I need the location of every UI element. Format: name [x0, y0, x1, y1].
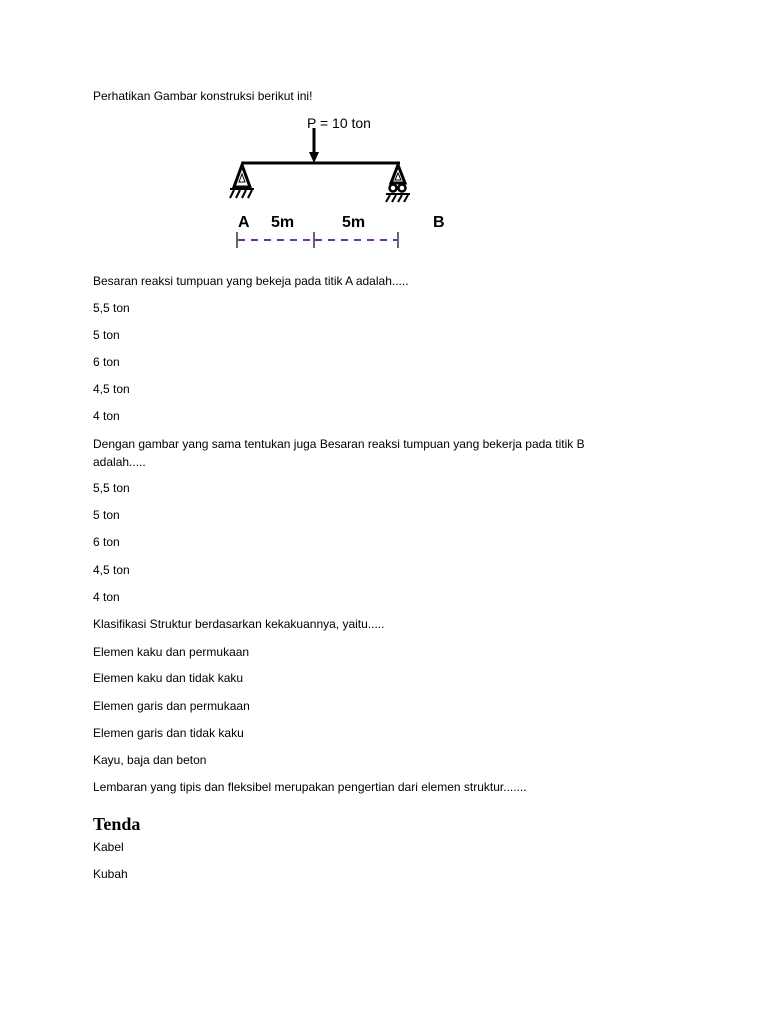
support-b-label: B	[433, 214, 445, 231]
beam-diagram	[220, 108, 460, 253]
question-2: Dengan gambar yang sama tentukan juga Besaran reaksi tumpuan yang bekerja pada titik B adalah.....	[93, 437, 585, 469]
q1-option-1[interactable]: 5,5 ton	[93, 301, 130, 315]
q3-option-2[interactable]: Elemen kaku dan tidak kaku	[93, 671, 244, 685]
q1-option-2[interactable]: 5 ton	[93, 328, 120, 342]
question-4: Lembaran yang tipis dan fleksibel merupakan pengertian dari elemen struktur.......	[93, 780, 527, 794]
q3-option-3[interactable]: Elemen garis dan permukaan	[93, 699, 250, 713]
q4-option-1[interactable]: Tenda	[93, 814, 141, 834]
q3-option-5[interactable]: Kayu, baja dan beton	[93, 753, 207, 767]
q1-option-3[interactable]: 6 ton	[93, 355, 120, 369]
q2-option-1[interactable]: 5,5 ton	[93, 481, 130, 495]
support-b-roller	[386, 165, 410, 202]
question-1: Besaran reaksi tumpuan yang bekeja pada titik A adalah.....	[93, 274, 409, 288]
q2-option-2[interactable]: 5 ton	[93, 508, 120, 522]
span-1-label: 5m	[271, 214, 295, 231]
q4-option-2[interactable]: Kabel	[93, 840, 124, 854]
question-3: Klasifikasi Struktur berdasarkan kekakuannya, yaitu.....	[93, 617, 385, 631]
q4-option-3[interactable]: Kubah	[93, 867, 128, 881]
span-2-label: 5m	[342, 214, 366, 231]
load-label: P = 10 ton	[307, 115, 371, 131]
q3-option-1[interactable]: Elemen kaku dan permukaan	[93, 645, 250, 659]
q2-option-5[interactable]: 4 ton	[93, 590, 120, 604]
load-arrow-head	[309, 152, 319, 163]
q2-option-3[interactable]: 6 ton	[93, 535, 120, 549]
support-a-pin	[230, 165, 254, 198]
q3-option-4[interactable]: Elemen garis dan tidak kaku	[93, 726, 244, 740]
support-a-label: A	[238, 214, 250, 231]
beam-diagram-svg	[220, 108, 460, 253]
dimension-line	[237, 232, 398, 248]
q1-option-4[interactable]: 4,5 ton	[93, 382, 130, 396]
q2-option-4[interactable]: 4,5 ton	[93, 563, 130, 577]
q1-option-5[interactable]: 4 ton	[93, 409, 120, 423]
intro-text: Perhatikan Gambar konstruksi berikut ini!	[93, 89, 313, 103]
